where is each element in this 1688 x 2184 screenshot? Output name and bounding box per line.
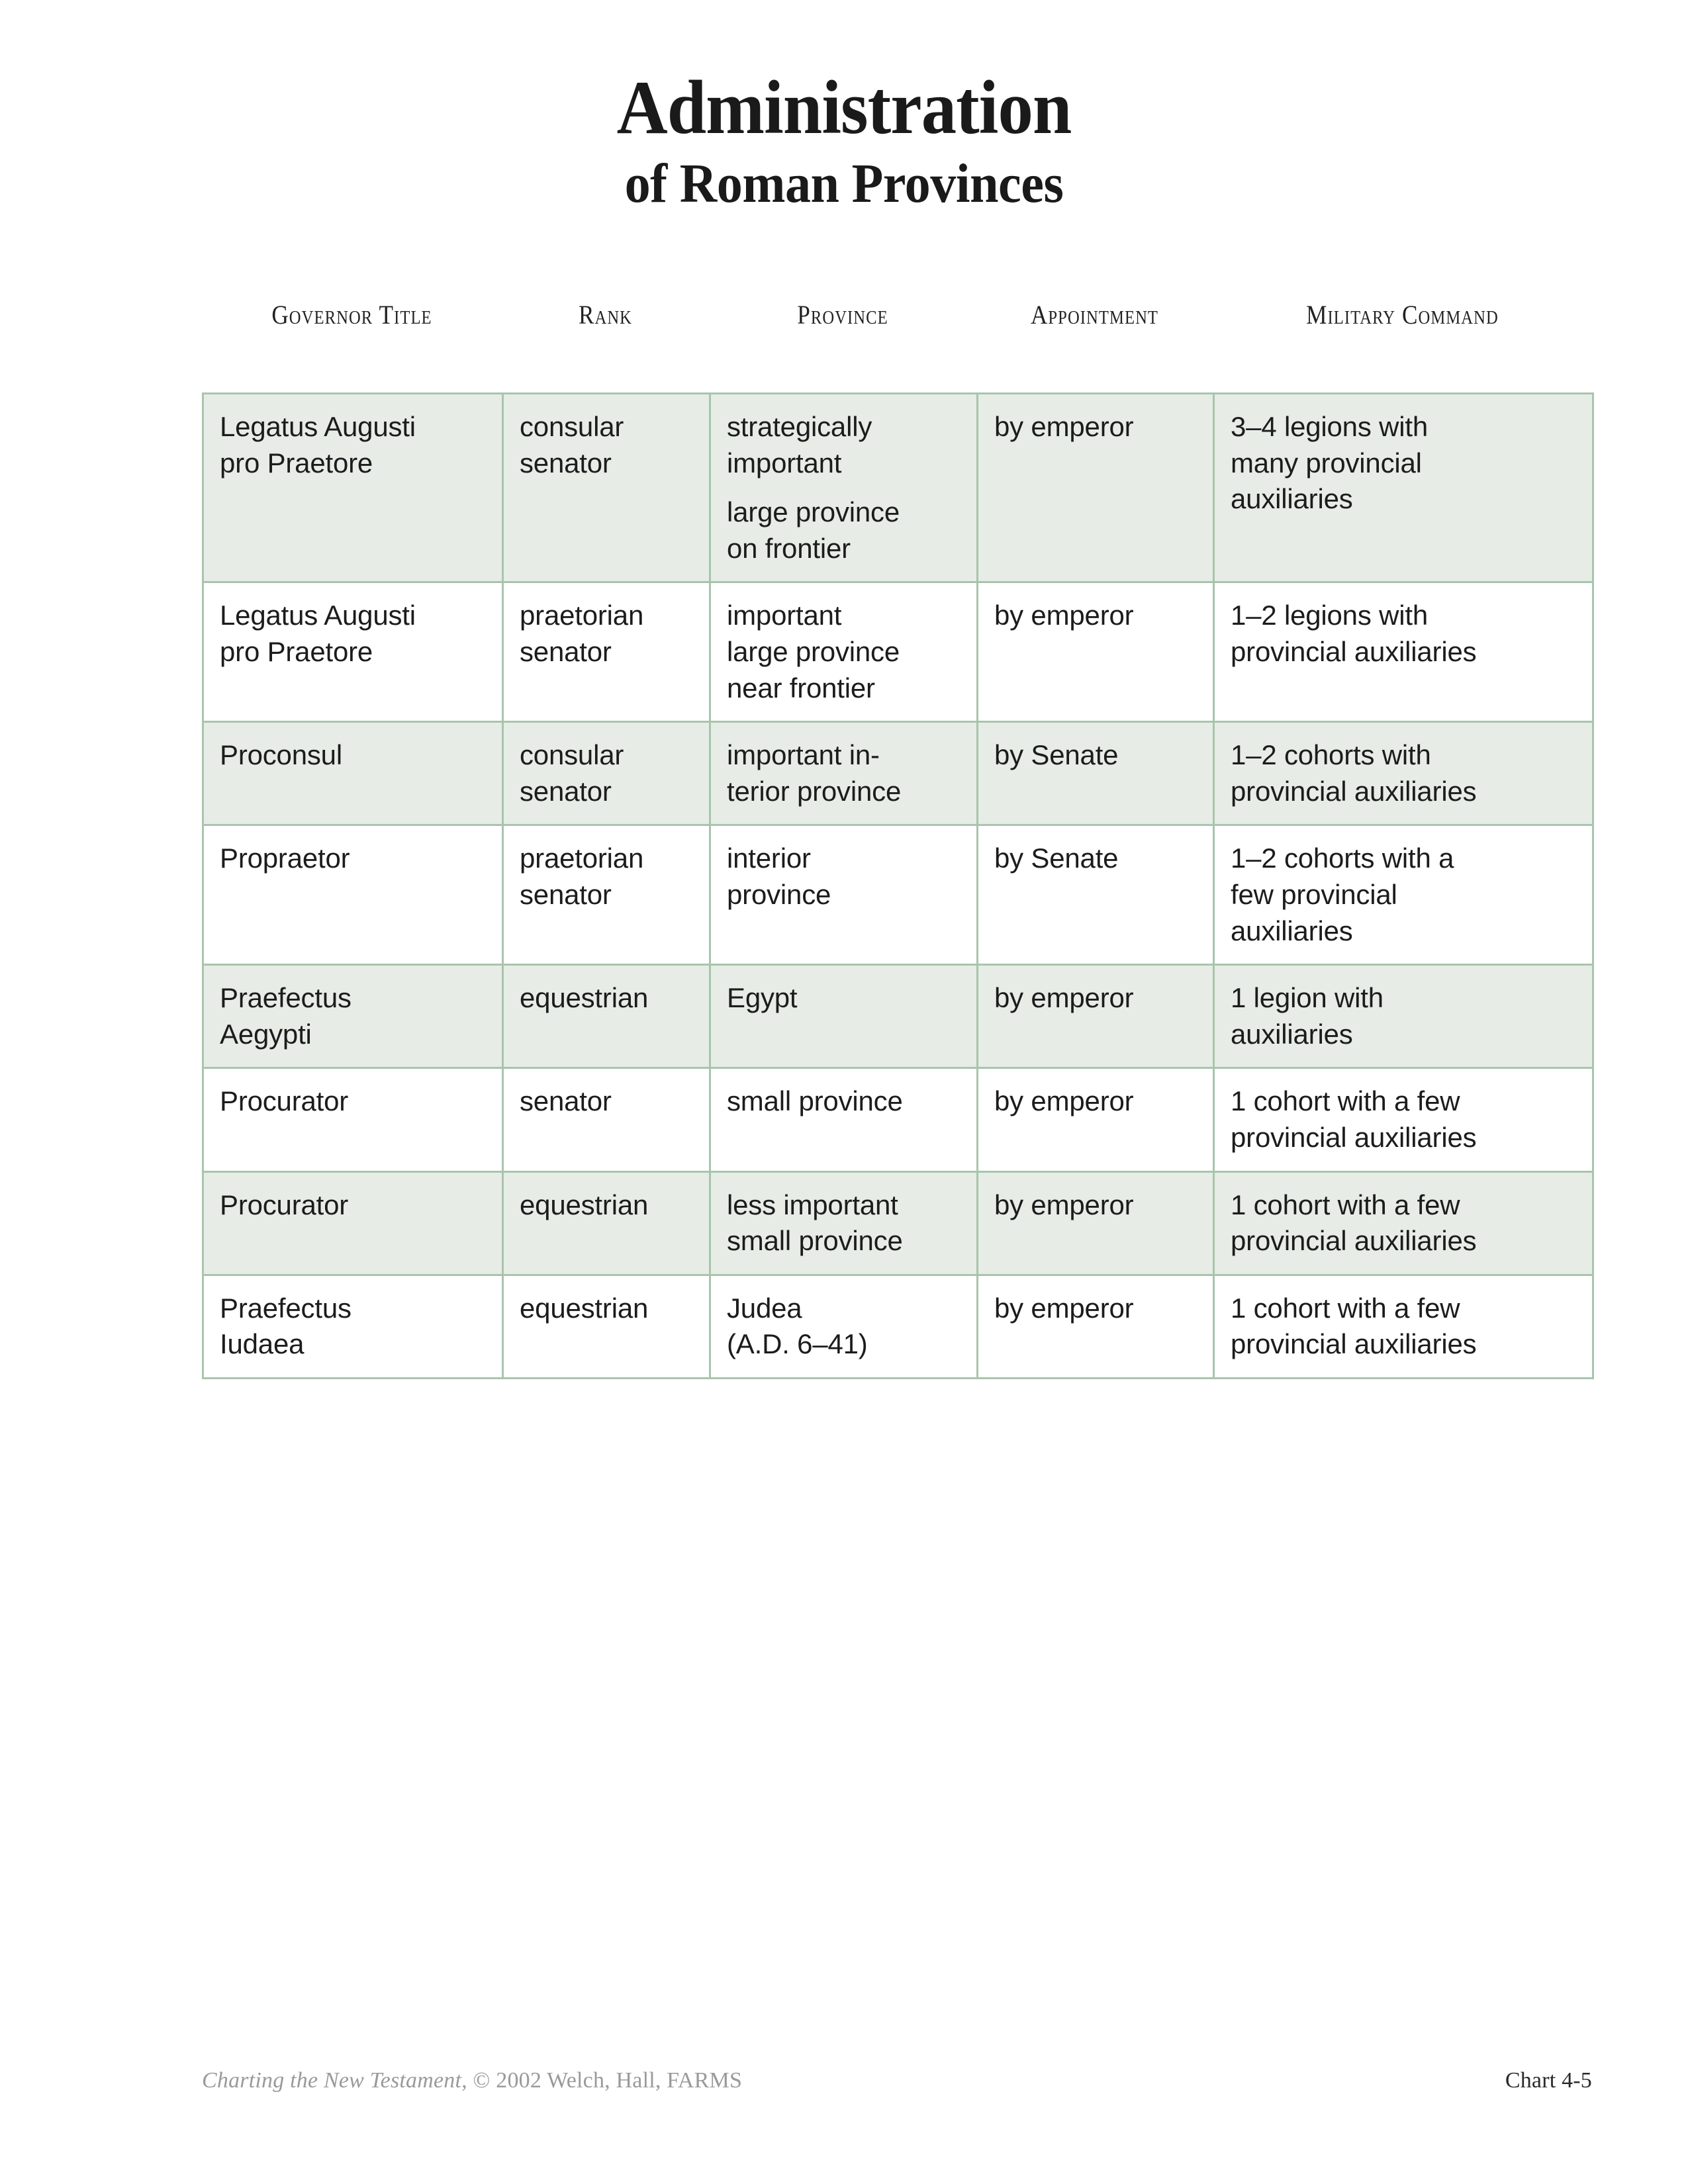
cell-province (710, 582, 978, 722)
cell-line: Praefectus (220, 1292, 352, 1324)
cell-governor-title (203, 1068, 503, 1171)
cell-line: Procurator (220, 1085, 349, 1117)
column-header-appointment: Appointment (1030, 300, 1159, 330)
cell-military-command (1214, 825, 1593, 965)
cell-line: auxiliaries (1231, 483, 1353, 515)
table-row (203, 394, 1593, 582)
cell-line: auxiliaries (1231, 1018, 1353, 1050)
cell-rank (503, 1275, 710, 1378)
cell-province (710, 1068, 978, 1171)
cell-appointment (978, 722, 1214, 825)
cell-appointment (978, 1171, 1214, 1275)
cell-military-command (1214, 582, 1593, 722)
cell-governor-title (203, 1275, 503, 1378)
table-column-headers (202, 299, 1592, 330)
column-header-governor-title: Governor Title (271, 300, 432, 330)
cell-line: Legatus Augusti (220, 600, 416, 631)
cell-rank (503, 1171, 710, 1275)
cell-province (710, 722, 978, 825)
cell-line: 1 cohort with a few (1231, 1292, 1460, 1324)
cell-appointment (978, 1068, 1214, 1171)
cell-line: Proconsul (220, 739, 342, 771)
cell-line: auxiliaries (1231, 915, 1353, 946)
cell-military-command (1214, 965, 1593, 1068)
cell-line: 3–4 legions with (1231, 411, 1428, 442)
footer-source (202, 2068, 742, 2093)
cell-line: pro Praetore (220, 447, 373, 478)
cell-line: consular (520, 411, 624, 442)
cell-line: provincial auxiliaries (1231, 775, 1477, 807)
cell-rank (503, 965, 710, 1068)
cell-governor-title (203, 722, 503, 825)
cell-line: by emperor (994, 1189, 1134, 1220)
cell-line: Procurator (220, 1189, 349, 1220)
cell-governor-title (203, 394, 503, 582)
cell-rank (503, 394, 710, 582)
cell-line: senator (520, 878, 612, 910)
cell-line: strategically (727, 411, 872, 442)
cell-line: by emperor (994, 982, 1134, 1014)
cell-line: by emperor (994, 1292, 1134, 1324)
cell-line: provincial auxiliaries (1231, 1225, 1477, 1257)
footer-source-credit: © 2002 Welch, Hall, FARMS (467, 2068, 743, 2093)
cell-line: senator (520, 1085, 612, 1117)
cell-rank (503, 825, 710, 965)
cell-line: 1–2 cohorts with a (1231, 842, 1454, 874)
cell-line: 1 cohort with a few (1231, 1085, 1460, 1117)
table-row (203, 582, 1593, 722)
cell-line: by Senate (994, 842, 1119, 874)
cell-military-command (1214, 394, 1593, 582)
cell-line: 1–2 cohorts with (1231, 739, 1431, 771)
cell-line: Legatus Augusti (220, 411, 416, 442)
cell-appointment (978, 1275, 1214, 1378)
cell-line: Judea (727, 1292, 802, 1324)
cell-province (710, 1275, 978, 1378)
cell-military-command (1214, 1171, 1593, 1275)
cell-line: Egypt (727, 982, 798, 1014)
cell-line: Propraetor (220, 842, 350, 874)
cell-line: important (727, 600, 842, 631)
cell-line: by emperor (994, 411, 1134, 442)
cell-line: on frontier (727, 532, 851, 564)
page-title-line-1: Administration (616, 66, 1072, 150)
cell-line: 1–2 legions with (1231, 600, 1428, 631)
footer-chart-number: Chart 4-5 (1505, 2068, 1592, 2093)
cell-rank (503, 582, 710, 722)
cell-line: pro Praetore (220, 635, 373, 667)
cell-line: praetorian (520, 842, 644, 874)
cell-line: senator (520, 447, 612, 478)
column-header-military-command: Military Command (1306, 300, 1499, 330)
provinces-table-body (203, 394, 1593, 1379)
cell-line: by emperor (994, 600, 1134, 631)
cell-appointment (978, 825, 1214, 965)
cell-line: provincial auxiliaries (1231, 1121, 1477, 1153)
cell-line: small province (727, 1085, 903, 1117)
cell-line: 1 legion with (1231, 982, 1383, 1014)
cell-line: provincial auxiliaries (1231, 1328, 1477, 1360)
cell-province (710, 825, 978, 965)
column-header-province: Province (797, 300, 888, 330)
cell-line: near frontier (727, 672, 875, 704)
cell-line: important in- (727, 739, 880, 771)
era-abbreviation: A.D. (735, 1328, 790, 1360)
provinces-table-wrapper (202, 392, 1592, 1379)
cell-military-command (1214, 722, 1593, 825)
table-row (203, 1171, 1593, 1275)
column-header-rank: Rank (578, 300, 633, 330)
cell-line: few provincial (1231, 878, 1397, 910)
cell-line: praetorian (520, 600, 644, 631)
cell-line: equestrian (520, 1189, 649, 1220)
cell-appointment (978, 965, 1214, 1068)
cell-line: small province (727, 1225, 903, 1257)
cell-rank (503, 1068, 710, 1171)
cell-governor-title (203, 582, 503, 722)
cell-governor-title (203, 965, 503, 1068)
cell-military-command (1214, 1068, 1593, 1171)
cell-line: senator (520, 775, 612, 807)
cell-line: important (727, 447, 842, 478)
cell-line: 1 cohort with a few (1231, 1189, 1460, 1220)
cell-line: consular (520, 739, 624, 771)
cell-line: equestrian (520, 1292, 649, 1324)
cell-line: large province (727, 496, 900, 528)
table-row (203, 722, 1593, 825)
table-row (203, 825, 1593, 965)
cell-province (710, 1171, 978, 1275)
provinces-table (202, 392, 1594, 1379)
cell-province (710, 965, 978, 1068)
cell-appointment (978, 394, 1214, 582)
page-footer (202, 2068, 1592, 2093)
cell-line: many provincial (1231, 447, 1422, 478)
cell-military-command (1214, 1275, 1593, 1378)
cell-line: (A.D. 6–41) (727, 1328, 868, 1360)
cell-governor-title (203, 1171, 503, 1275)
cell-line-gap (727, 481, 962, 494)
cell-appointment (978, 582, 1214, 722)
cell-province (710, 394, 978, 582)
table-row (203, 965, 1593, 1068)
cell-line: terior province (727, 775, 902, 807)
cell-line: equestrian (520, 982, 649, 1014)
cell-line: large province (727, 635, 900, 667)
cell-line: interior (727, 842, 811, 874)
cell-rank (503, 722, 710, 825)
footer-source-title: Charting the New Testament, (202, 2068, 467, 2093)
table-row (203, 1275, 1593, 1378)
cell-line: province (727, 878, 831, 910)
cell-line: less important (727, 1189, 898, 1220)
cell-line: Praefectus (220, 982, 352, 1014)
cell-line: senator (520, 635, 612, 667)
cell-line: by Senate (994, 739, 1119, 771)
cell-line: provincial auxiliaries (1231, 635, 1477, 667)
page-title-line-2: of Roman Provinces (624, 153, 1064, 214)
cell-governor-title (203, 825, 503, 965)
cell-line: Aegypti (220, 1018, 312, 1050)
cell-line: by emperor (994, 1085, 1134, 1117)
cell-line: Iudaea (220, 1328, 305, 1360)
page-title-block (0, 0, 1688, 215)
table-row (203, 1068, 1593, 1171)
